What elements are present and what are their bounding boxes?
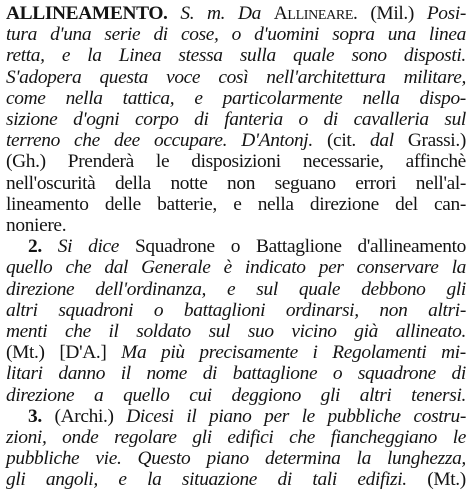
word: del [395, 193, 418, 215]
text-line [6, 44, 466, 67]
word: il [108, 321, 119, 342]
word: a [94, 384, 104, 406]
word: fiancheggiano [330, 427, 438, 448]
word: mi- [441, 342, 466, 364]
word: sul [208, 321, 231, 342]
word: (Mt.) [6, 342, 45, 364]
word: e [61, 45, 71, 67]
word: edifizi. [357, 469, 407, 491]
text-line [6, 426, 466, 449]
word: (cit. [326, 130, 356, 152]
word: che [65, 257, 92, 279]
text-line [6, 447, 466, 470]
word: Questo [137, 448, 191, 470]
word: m. [207, 3, 226, 24]
word: come [6, 87, 46, 109]
word: S'adopera [6, 66, 82, 88]
word: e [194, 87, 203, 109]
text-line [6, 468, 466, 491]
word: occupare. [154, 130, 228, 152]
word: nell'al- [415, 172, 466, 194]
word: più [161, 342, 185, 364]
word: cavalleria [353, 109, 429, 130]
word: direzione [6, 384, 75, 406]
word: i [312, 342, 318, 364]
word: stessa [178, 45, 223, 67]
text-line [6, 2, 466, 25]
word: Prenderà [67, 151, 134, 173]
dictionary-entry [6, 2, 466, 490]
word: Dicesi [126, 405, 174, 427]
word: che [65, 321, 91, 342]
word: Regolamenti [332, 342, 427, 364]
word: debbono [361, 278, 426, 300]
word: angoli, [45, 469, 98, 491]
word: una [387, 24, 416, 46]
word: onde [62, 427, 99, 448]
word: Posi- [426, 3, 466, 24]
word: quale [298, 278, 341, 300]
word: pubbliche [6, 448, 80, 470]
word: [D'A.] [59, 342, 107, 364]
word: Squadrone [135, 236, 215, 258]
word: 3. [28, 405, 42, 427]
text-line [6, 384, 466, 407]
word: serie [104, 24, 141, 46]
word: S. [180, 3, 195, 24]
word: precisamente [199, 342, 298, 364]
word: affinchè [405, 151, 466, 173]
word: Linea [118, 45, 162, 67]
word: quale [292, 45, 335, 67]
text-line [6, 256, 466, 279]
word: edifici [227, 427, 274, 448]
word: cose, [180, 24, 219, 46]
word: le [452, 427, 466, 448]
word: noniere. [6, 215, 67, 236]
word: zioni, [6, 427, 47, 448]
word: disposizioni [191, 151, 281, 173]
word: per [318, 257, 344, 279]
word: altri [359, 384, 392, 406]
word: di [153, 24, 168, 46]
word: lunghezza, [387, 448, 466, 470]
word: di [323, 109, 338, 130]
word: seguano [274, 172, 336, 194]
word: non [227, 172, 256, 194]
text-line [6, 362, 466, 385]
text-line [6, 23, 466, 46]
word: fanteria [224, 109, 283, 130]
word: o [153, 299, 164, 321]
word: voce [166, 66, 201, 88]
word: per [264, 405, 289, 427]
word: sopra [332, 24, 375, 46]
word: retta, [6, 45, 45, 67]
text-line [6, 66, 466, 89]
text-line [6, 172, 466, 195]
word: Da [237, 3, 261, 24]
text-line [6, 299, 466, 322]
word: vie. [95, 448, 122, 470]
word: o [332, 363, 343, 385]
word: la [451, 257, 466, 279]
word: gli [446, 278, 466, 300]
word: altri- [428, 299, 466, 321]
text-line [28, 235, 466, 258]
word: dispo- [419, 87, 466, 109]
word: Battaglione [256, 236, 342, 258]
word: 2. [28, 236, 42, 258]
word: d'ogni [73, 109, 120, 130]
word: disposti. [403, 45, 466, 67]
word: cui [189, 384, 212, 406]
word: la [147, 469, 162, 491]
word: squadrone [357, 363, 436, 385]
word: tenersi. [411, 384, 466, 406]
word: della [114, 172, 151, 194]
word: d'allineamento [357, 236, 466, 258]
word: lineamento [6, 193, 89, 215]
text-line [6, 214, 466, 237]
word: costru- [413, 405, 466, 427]
word: Allineare. [273, 3, 358, 24]
word: errori [355, 172, 397, 194]
word: gli [320, 384, 341, 406]
word: (Archi.) [54, 405, 114, 427]
word: determina [264, 448, 341, 470]
word: battaglioni [183, 299, 266, 321]
word: dal [104, 257, 129, 279]
text-line [28, 405, 466, 428]
word: can- [434, 193, 466, 215]
word: è [223, 257, 232, 279]
word: battaglione [232, 363, 318, 385]
word: pubbliche [327, 405, 401, 427]
word: di [277, 469, 292, 491]
headword: ALLINEAMENTO. [6, 3, 168, 24]
word: dal [370, 130, 394, 152]
word: sono [351, 45, 387, 67]
text-line [6, 193, 466, 216]
word: Grassi.) [407, 130, 466, 152]
word: le [155, 151, 170, 173]
word: nella [65, 87, 103, 109]
word: militare, [403, 66, 466, 88]
text-line [6, 129, 466, 152]
word: Generale [141, 257, 211, 279]
word: (Mt.) [427, 469, 466, 491]
word: sul [444, 109, 466, 130]
word: indicato [244, 257, 306, 279]
word: particolarmente [222, 87, 343, 109]
word: conservare [356, 257, 439, 279]
word: direzione [309, 193, 379, 215]
text-line [6, 150, 466, 173]
word: il [186, 405, 197, 427]
word: non [379, 299, 408, 321]
word: già [354, 321, 379, 342]
word: deggiono [231, 384, 301, 406]
word: suo [247, 321, 274, 342]
word: e [233, 193, 242, 215]
text-line [6, 108, 466, 131]
word: di [202, 363, 218, 385]
word: notte [170, 172, 208, 194]
word: dee [114, 130, 140, 152]
word: sulla [239, 45, 276, 67]
word: (Gh.) [6, 151, 46, 173]
word: d'uomini [254, 24, 320, 46]
word: d'una [50, 24, 92, 46]
word: che [74, 130, 100, 152]
word: ordinarsi, [285, 299, 359, 321]
word: soldato [136, 321, 191, 342]
word: la [87, 45, 102, 67]
word: le [301, 405, 315, 427]
word: o [230, 236, 241, 258]
word: o [231, 24, 242, 46]
word: nell'oscurità [6, 172, 96, 194]
word: Ma [121, 342, 147, 364]
word: e [227, 278, 236, 300]
word: di [451, 363, 466, 385]
word: tura [6, 24, 37, 46]
word: o [298, 109, 308, 130]
word: necessarie, [302, 151, 384, 173]
word: gli [6, 469, 26, 491]
word: (Mil.) [370, 3, 415, 24]
text-line [6, 278, 466, 301]
word: nella [362, 87, 400, 109]
word: piano [209, 405, 252, 427]
word: la [356, 448, 371, 470]
word: sul [256, 278, 278, 300]
word: quello [123, 384, 170, 406]
word: di [194, 109, 209, 130]
word: dell'ordinanza, [95, 278, 207, 300]
word: dice [88, 236, 120, 258]
text-line [6, 87, 466, 110]
word: sizione [6, 109, 58, 130]
word: piano [206, 448, 249, 470]
word: tattica, [122, 87, 175, 109]
word: batterie, [157, 193, 217, 215]
text-line [6, 320, 466, 343]
word: D'Antonj. [241, 130, 313, 152]
word: così [218, 66, 249, 88]
word: tali [312, 469, 337, 491]
word: danno [58, 363, 106, 385]
word: quello [6, 257, 53, 279]
text-line [6, 341, 466, 364]
word: nome [146, 363, 188, 385]
word: menti [6, 321, 48, 342]
word: questa [99, 66, 148, 88]
word: altri [6, 299, 38, 321]
word: litari [6, 363, 43, 385]
word: delle [104, 193, 141, 215]
word: vicino [291, 321, 337, 342]
word: e [118, 469, 127, 491]
word: Si [57, 236, 73, 258]
word: situazione [181, 469, 258, 491]
word: nella [257, 193, 294, 215]
word: allineato. [395, 321, 466, 342]
word: nell'architettura [266, 66, 386, 88]
word: linea [428, 24, 466, 46]
word: regolare [114, 427, 177, 448]
word: terreno [6, 130, 60, 152]
word: squadroni [58, 299, 134, 321]
word: corpo [134, 109, 179, 130]
word: direzione [6, 278, 75, 300]
word: che [289, 427, 315, 448]
word: gli [192, 427, 212, 448]
word: il [120, 363, 131, 385]
